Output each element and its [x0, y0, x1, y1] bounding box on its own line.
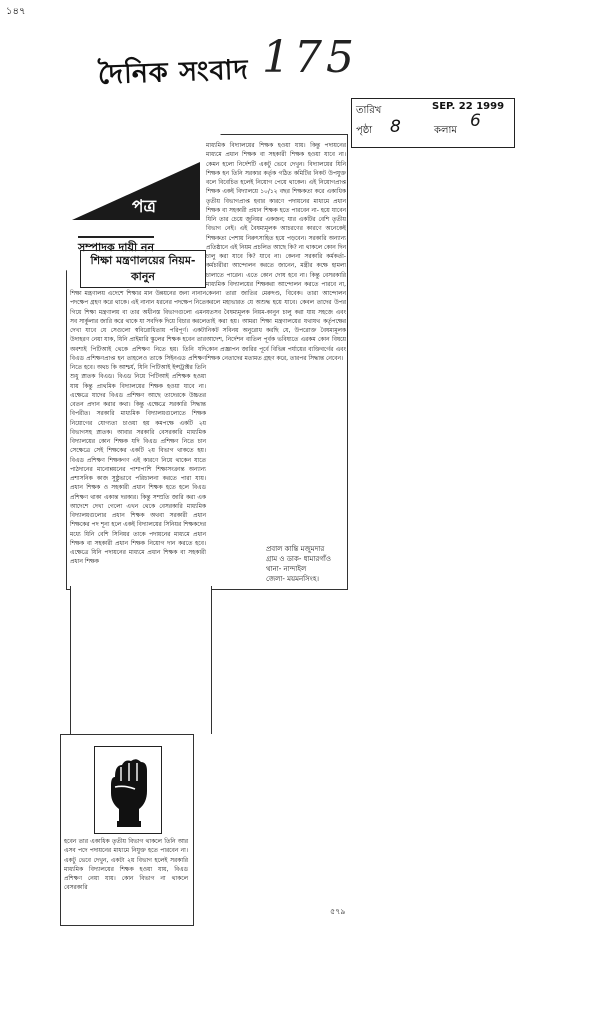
stamp-date-label: তারিখ [356, 105, 382, 116]
newspaper-masthead: দৈনিক সংবাদ [97, 54, 250, 91]
stamp-column-label: কলাম [434, 125, 457, 136]
editor-disclaimer: সম্পাদক দায়ী নন [78, 236, 154, 258]
letter-body-right-column: মাধ্যমিক বিদ্যালয়ের শিক্ষক হওয়া যায়। কিন্তু পদায়নের মাধ্যমে প্রধান শিক্ষক বা সহকারী শিক্ষক হওয়া যাবে না। কেমন হলো নির্দেশটি একটু ভেবে দেখুন। বিদ্যালয়ের যিনি শিক্ষক হন তিনি সরকার কর্তৃক গঠিত কমিটির নিকট উপযুক্ত বলে বিবেচিত হলেই নিয়োগ পেয়ে থাকেন। এই নিয়োগপ্রাপ্ত শিক্ষক একই বিদ্যালয়ে ১০/১২ বছর শিক্ষকতা করে একাধিক তৃতীয় বিভাগপ্রাপ্ত হবার কারণে পদায়নের মাধ্যমে প্রধান শিক্ষক বা সহকারী প্রধান শিক্ষক হতে পারবেন না- হয়ে যাবেন যিনি তার চেয়ে জুনিয়র একজন; যার একটির বেশি তৃতীয় বিভাগ নেই। এই বৈষম্যমূলক আচরণের কারণে অনেকেই শিক্ষকতা পেশায় নিরুৎসাহিত হয়ে পড়বেন। সরকারি অন্যান্য প্রতিষ্ঠানে এই নিয়ম প্রচলিত আছে কি? না থাকলে কোন দিন চালু করা যাবে কি? যাবে না। কেননা সরকারি কর্মকর্তা-কর্মচারীরা আন্দোলন করতে জানেন, মন্ত্রীর কক্ষে হামলা চালাতে পারেন। এতে কোন দোষ হবে না। কিন্তু বেসরকারি মাধ্যমিক বিদ্যালয়ের শিক্ষকরা আন্দোলন করতে পারবে না, কেননা তারা জাতির মেরুদণ্ড, বিবেক। তারা আন্দোলন করলে মহাভারত যে অশুদ্ধ হয়ে যাবে। কেবল তাদের উপর যতসব বৈষম্যমূলক নিয়ম-কানুন চালু করা যায় সহজে এবং তাই করা হয়। আমরা শিক্ষা মন্ত্রণালয়ের যথাযথ কর্তৃপক্ষের নিকট সবিনয় অনুরোধ করছি যে, উপরোক্ত বৈষম্যমূলক আদেশ, নির্দেশন বাতিল পূর্বক ভবিষ্যতে এরকম কোন বিষয়ে কোন প্রজ্ঞাপন জারির পূর্বে বিভিন্ন পর্যায়ের ব্যক্তিবর্গের এবং শিক্ষক নেতাদের মতামত গ্রহণ করে, তারপর সিদ্ধান্ত নেবেন। [206, 143, 346, 362]
stamp-page-number: 8 [390, 117, 401, 137]
signature-district: জেলা- ময়মনসিংহ। [266, 575, 319, 583]
column-banner-title: পত্র [132, 197, 157, 217]
letter-signature [266, 544, 331, 584]
raised-fist-icon [95, 747, 161, 833]
page-margin-marks: ৫৭৯ [330, 907, 346, 916]
letter-body-left-column: শিক্ষা মন্ত্রণালয় এদেশে শিক্ষার মান উন্নয়নের জন্য নানান পদক্ষেপ গ্রহণ করে থাকে। এই নানান ধরনের পদক্ষেপ নিতে গিয়ে শিক্ষা মন্ত্রণালয় বা তার অধীনস্ত বিভাগগুলো এমন সব সার্কুলার জারি করে থাকে যা সবদিক দিয়ে বিচার করলে দেখা যাবে যে সেগুলো স্ববিরোধিতায় পরিপূর্ণ। একটা উদাহরণ নেয়া যাক, যিনি প্রাইমারি স্কুলের শিক্ষক হবেন তার অবশ্যই পিটিআই থেকে প্রশিক্ষণ নিতে হয়। তিনি যদি বিএড প্রশিক্ষণপ্রাপ্ত হন তাহলেও তাকে সিইনএড প্রশিক্ষণ নিতে হবে। অথচ কি আশ্চর্য, যিনি পিটিআই ইন্সট্রাক্টর তিনি শুধু স্নাতক বিএড। বিএড নিয়ে পিটিআই প্রশিক্ষক হওয়া যায় কিন্তু প্রাথমিক বিদ্যালয়ের শিক্ষক হওয়া যাবে না। এক্ষেত্রে যাদের বিএড প্রশিক্ষণ আছে তাদেরকে উচ্চতর বেতন প্রদান করার কথা। কিন্তু এক্ষেত্রে সরকারি সিদ্ধান্ত বিপরীত। সরকারি মাধ্যমিক বিদ্যালয়গুলোতে শিক্ষক নিয়োগের যোগ্যতা চাওয়া হয় কমপক্ষে একটি ২য় বিভাগসহ স্নাতক। আবার সরকারি বেসরকারি মাধ্যমিক বিদ্যালয়ের কোন শিক্ষক যদি বিএড প্রশিক্ষণ নিতে চান সেক্ষেত্রে সেই শিক্ষকের একটি ২য় বিভাগ থাকতে হয়। বিএড প্রশিক্ষণ শিক্ষকগণ এই কারণে নিয়ে থাকেন যাতে পাঠদানের মানোন্নয়নের পাশাপাশি শিক্ষাসংক্রান্ত অন্যান্য প্রশাসনিক কাজ সুষ্ঠুভাবে পরিচালনা করতে পারা যায়। প্রধান শিক্ষক ও সহকারী প্রধান শিক্ষক হতে হলে বিএড প্রশিক্ষণ থাকা একান্ত দরকার। কিন্তু সম্প্রতি জারি করা এক আদেশে দেখা গেলো এখন থেকে বেসরকারি মাধ্যমিক বিদ্যালয়গুলোর প্রধান শিক্ষক অথবা সরকারী প্রধান শিক্ষকের পদ শূন্য হলে একই বিদ্যালয়ের সিনিয়র শিক্ষকদের মধ্যে যিনি বেশি সিনিয়র তাকে পদায়নের মাধ্যমে প্রধান শিক্ষক বা সহকারী প্রধান শিক্ষক নিয়োগ দান করতে হবে। এক্ষেত্রে যিনি পদায়নের মাধ্যমে প্রধান শিক্ষক বা সহকারী প্রধান শিক্ষক [70, 291, 206, 566]
date-page-stamp [351, 98, 515, 148]
signature-thana: থানা- নান্দাইল [266, 565, 307, 573]
stamp-column-number: 6 [470, 111, 481, 131]
handwritten-file-number: 175 [262, 32, 358, 83]
stamp-date: SEP. 22 1999 [432, 101, 505, 112]
raised-fist-illustration [94, 746, 162, 834]
stamp-page-label: পৃষ্ঠা [356, 125, 373, 136]
signature-village: গ্রাম ও ডাক- ধামারগাঁও [266, 555, 332, 563]
letter-headline: শিক্ষা মন্ত্রণালয়ের নিয়ম-কানুন [80, 250, 206, 288]
signature-name: প্রবাল কান্তি মজুমদার [266, 545, 325, 553]
letter-body-bottom: হবেন তার একাধিক তৃতীয় বিভাগ থাকলে তিনি আর এসব পদে পদায়নের মাধ্যমে নিযুক্ত হতে পারবেন না। একটু ভেবে দেখুন, একটা ২য় বিভাগ হলেই সরকারি মাধ্যমিক বিদ্যালয়ের শিক্ষক হওয়া যায়, বিএড প্রশিক্ষণ নেয়া যায়। কোন বিভাগ না থাকলে বেসরকারি [64, 839, 188, 892]
archive-corner-mark: ১৪৭ [6, 6, 26, 17]
